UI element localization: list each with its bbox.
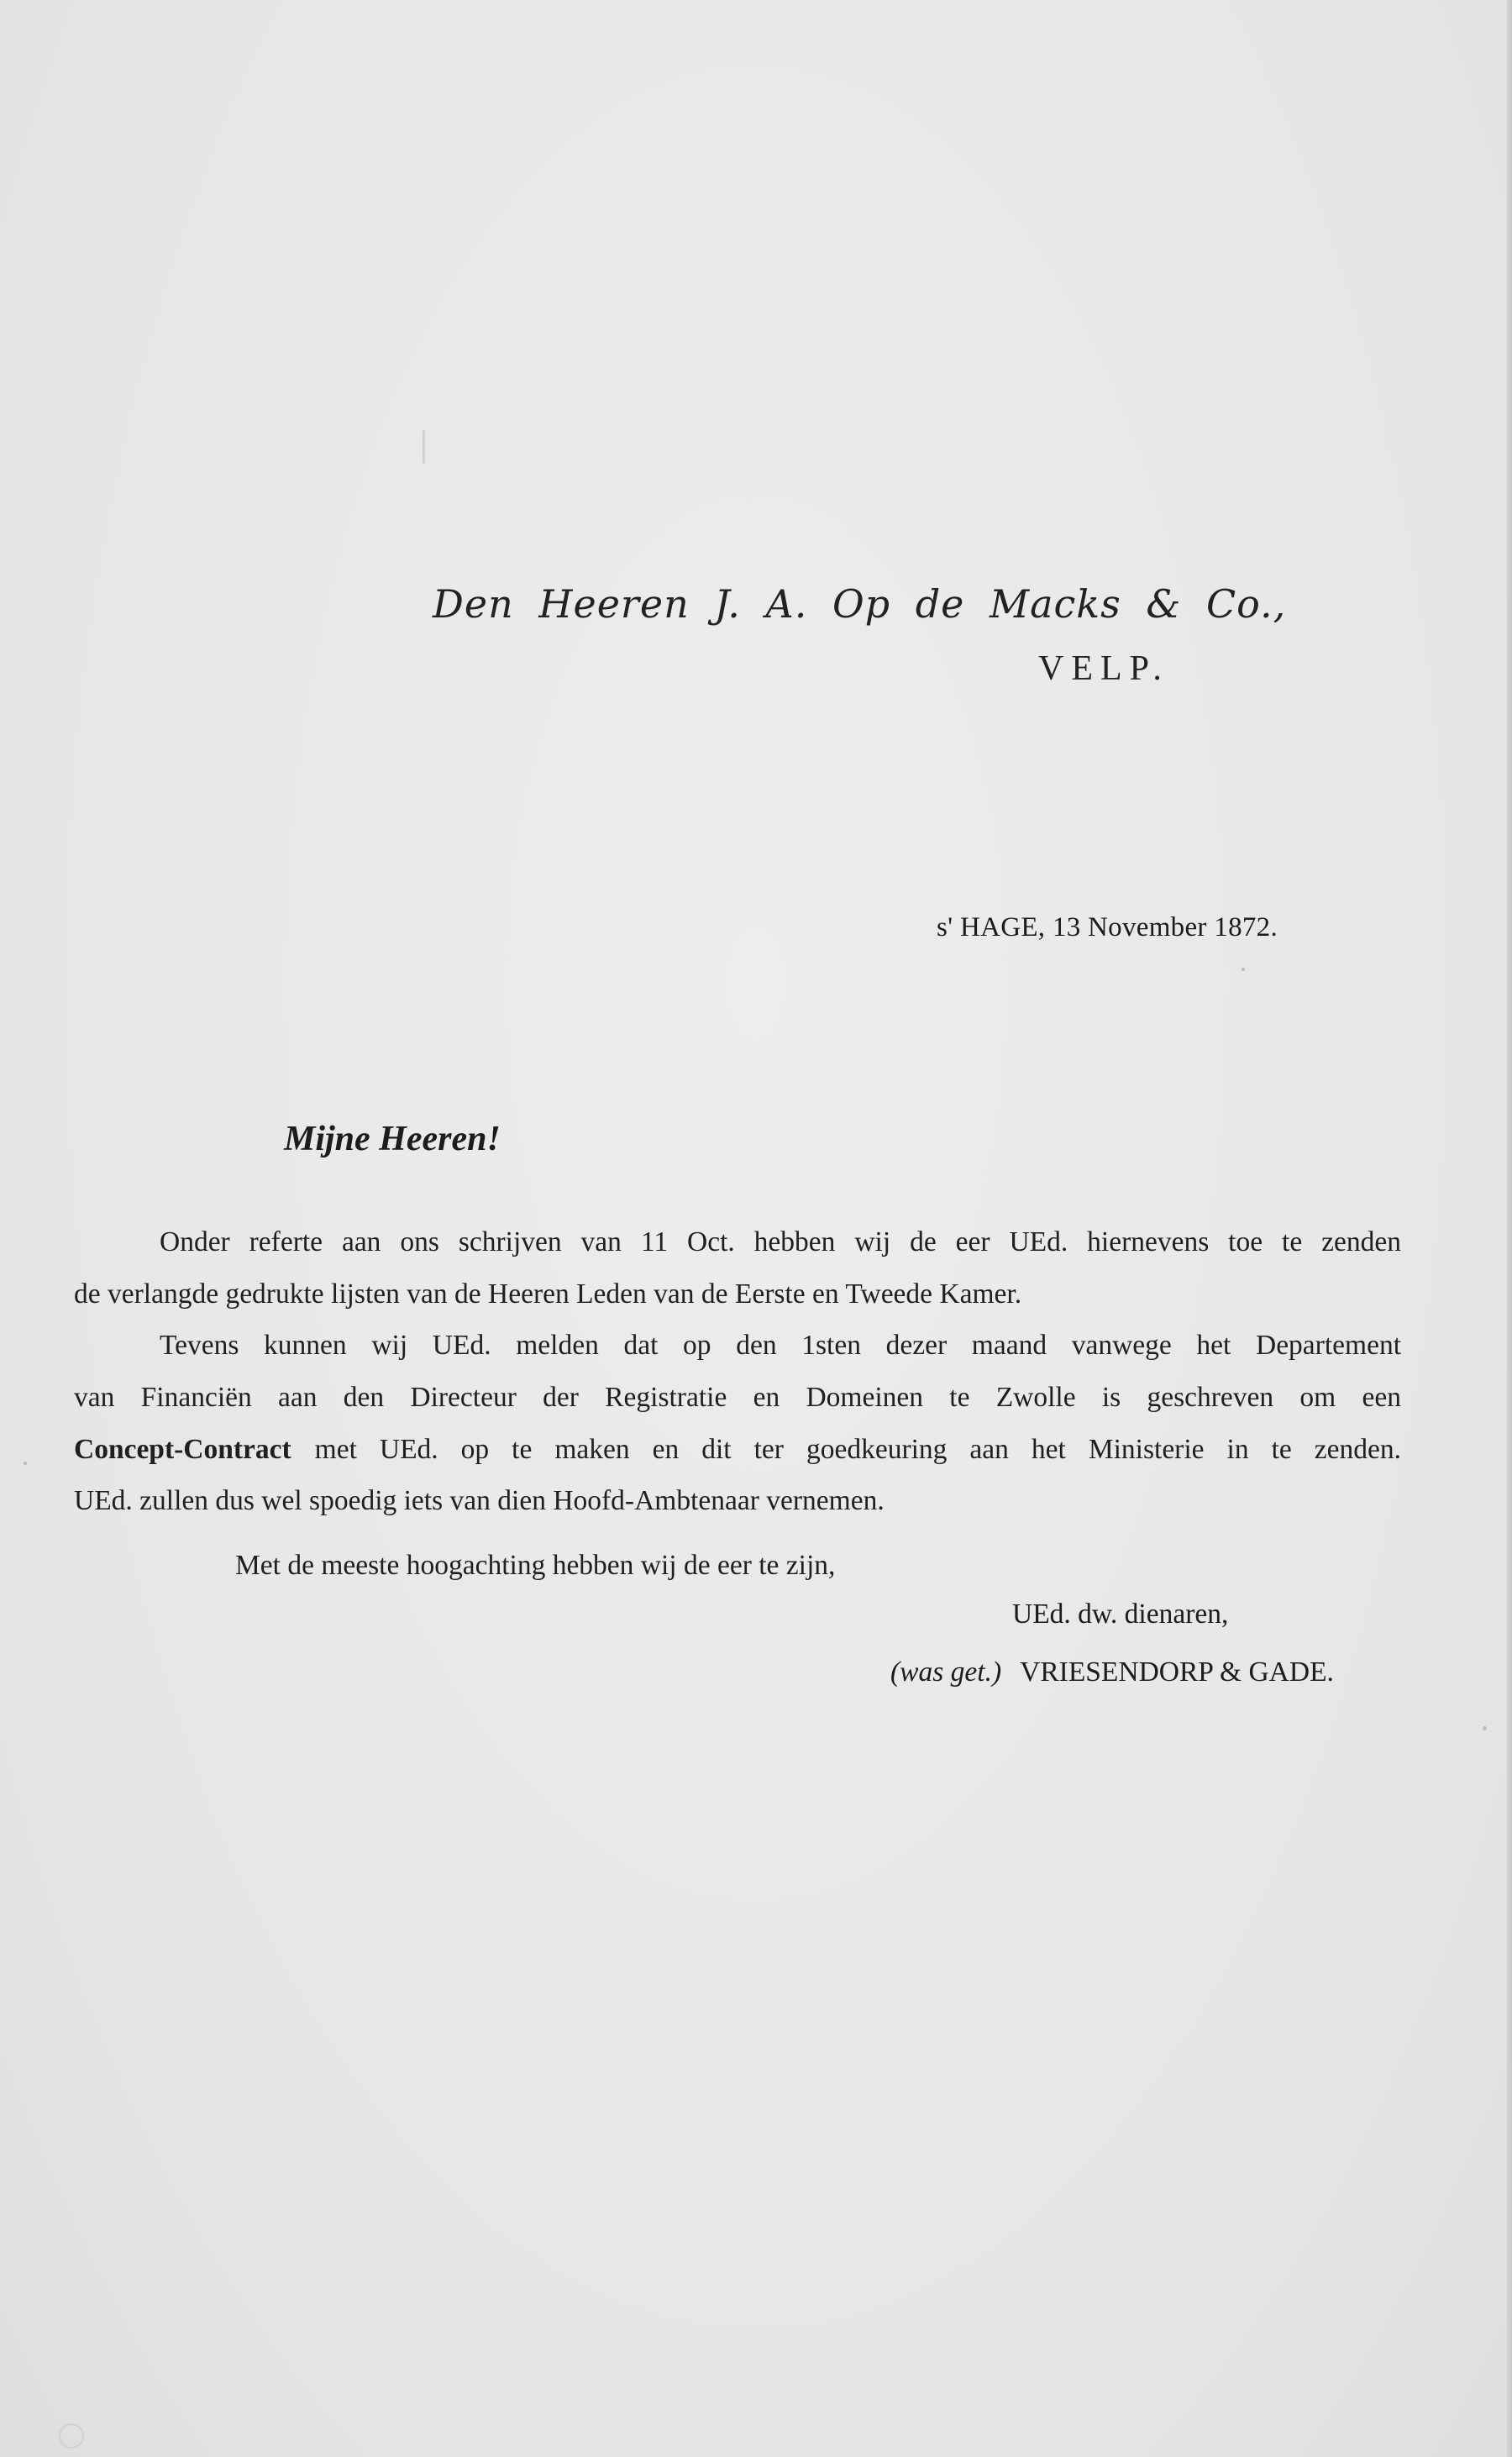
- paper-speck: [24, 1462, 27, 1465]
- addressee: Den Heeren J. A. Op de Macks & Co.,: [433, 581, 1287, 627]
- salutation: Mijne Heeren!: [284, 1120, 501, 1158]
- page-edge: [1507, 0, 1512, 2457]
- body-line-5: [74, 1434, 1401, 1466]
- body-line-7: Met de meeste hoogachting hebben wij de eer te zijn,: [235, 1550, 836, 1581]
- concept-contract-term: Concept-Contract: [74, 1434, 291, 1465]
- body-line-6: UEd. zullen dus wel spoedig iets van dien Hoofd-Ambtenaar vernemen.: [74, 1485, 885, 1516]
- body-line-5-rest: met UEd. op te maken en dit ter goedkeuring aan het Ministerie in te zenden.: [314, 1434, 1401, 1465]
- paper-mark: [423, 430, 425, 464]
- body-line-1: Onder referte aan ons schrijven van 11 Oct. hebben wij de eer UEd. hiernevens toe te zenden: [160, 1226, 1401, 1257]
- paper-mark: [59, 2423, 84, 2449]
- body-line-4: van Financiën aan den Directeur der Registratie en Domeinen te Zwolle is geschreven om een: [74, 1382, 1401, 1413]
- closing: UEd. dw. dienaren,: [1012, 1599, 1229, 1630]
- was-get-note: (was get.): [890, 1656, 1002, 1688]
- body-line-3: Tevens kunnen wij UEd. melden dat op den 1sten dezer maand vanwege het Departement: [160, 1330, 1401, 1361]
- dateline: s' HAGE, 13 November 1872.: [937, 912, 1278, 942]
- paper-speck: [1242, 968, 1245, 971]
- signature: VRIESENDORP & GADE.: [1020, 1656, 1334, 1688]
- body-line-2: de verlangde gedrukte lijsten van de Heeren Leden van de Eerste en Tweede Kamer.: [74, 1278, 1022, 1310]
- signature-line: [890, 1656, 1334, 1688]
- addressee-place: VELP.: [1038, 649, 1169, 688]
- paper-speck: [1483, 1726, 1487, 1730]
